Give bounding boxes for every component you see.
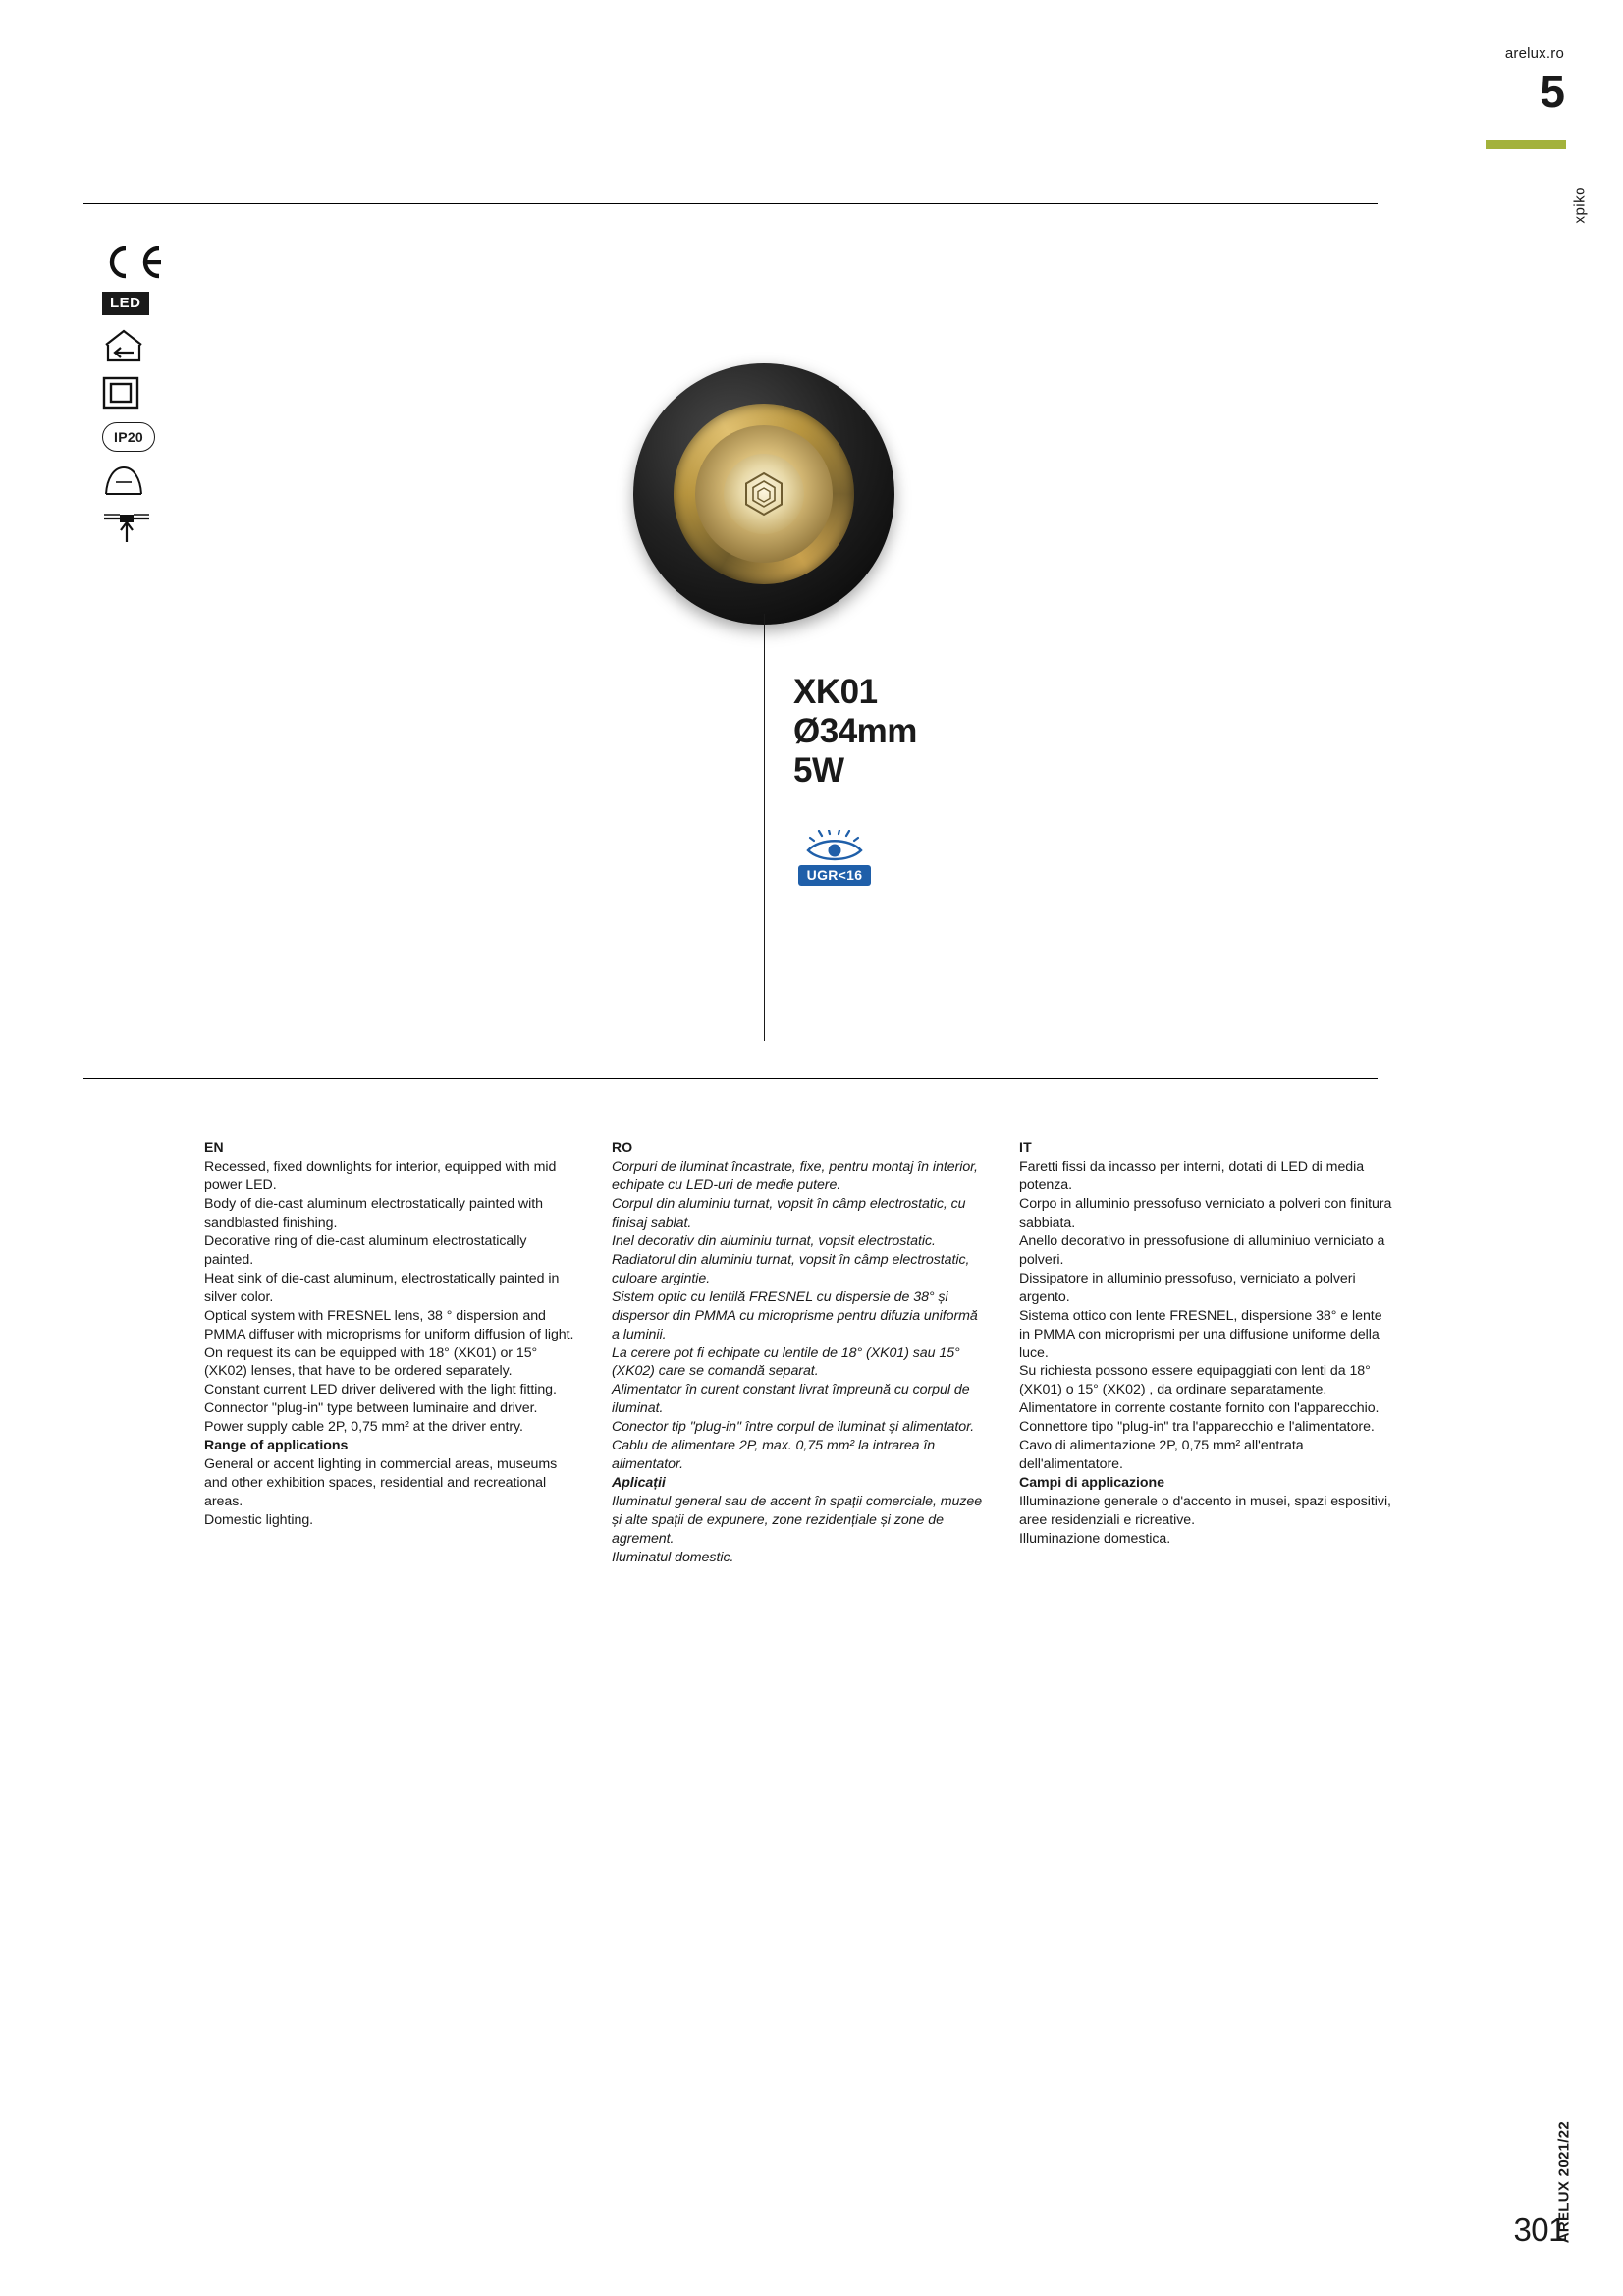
paragraph: Power supply cable 2P, 0,75 mm² at the driver entry. bbox=[204, 1419, 523, 1436]
paragraph: Corpo in alluminio pressofuso verniciato a polveri con finitura sabbiata. bbox=[1019, 1195, 1392, 1230]
paragraph: Constant current LED driver delivered with the light fitting. bbox=[204, 1382, 557, 1398]
paragraph: Illuminazione generale o d'accento in musei, spazi espositivi, aree residenziali e ricreative. bbox=[1019, 1494, 1391, 1529]
indoor-use-icon bbox=[102, 328, 181, 363]
paragraph: Anello decorativo in pressofusione di alluminiuo verniciato a polveri. bbox=[1019, 1232, 1385, 1268]
paragraph: Radiatorul din aluminiu turnat, vopsit în câmp electrostatic, culoare argintie. bbox=[612, 1251, 970, 1286]
language-code-it: IT bbox=[1019, 1139, 1032, 1155]
paragraph: Body of die-cast aluminum electrostatically painted with sandblasted finishing. bbox=[204, 1195, 543, 1230]
paragraph: Iluminatul domestic. bbox=[612, 1550, 734, 1566]
paragraph: Recessed, fixed downlights for interior, equipped with mid power LED. bbox=[204, 1159, 557, 1193]
description-column-ro bbox=[612, 1139, 1019, 1567]
paragraph: Faretti fissi da incasso per interni, dotati di LED di media potenza. bbox=[1019, 1159, 1365, 1193]
paragraph: Heat sink of die-cast aluminum, electrostatically painted in silver color. bbox=[204, 1270, 560, 1305]
paragraph: Sistema ottico con lente FRESNEL, dispersione 38° e lente in PMMA con microprismi per una diffusione uniforme della luce. bbox=[1019, 1307, 1382, 1361]
paragraph: Alimentatore in corrente costante fornito con l'apparecchio. bbox=[1019, 1400, 1380, 1417]
subsection-heading: Campi di applicazione bbox=[1019, 1475, 1164, 1492]
paragraph: On request its can be equipped with 18° (XK01) or 15° (XK02) lenses, that have to be ordered separately. bbox=[204, 1344, 538, 1380]
language-code-en: EN bbox=[204, 1139, 224, 1155]
language-code-ro: RO bbox=[612, 1139, 633, 1155]
paragraph: La cerere pot fi echipate cu lentile de 18° (XK01) sau 15° (XK02) care se comandă separat. bbox=[612, 1344, 960, 1380]
paragraph: Corpuri de iluminat încastrate, fixe, pentru montaj în interior, echipate cu LED-uri de medie putere. bbox=[612, 1159, 978, 1193]
section-tab-label: xpiko bbox=[1572, 187, 1589, 224]
subsection-heading: Aplicații bbox=[612, 1475, 666, 1492]
paragraph: Corpul din aluminiu turnat, vopsit în câmp electrostatic, cu finisaj sablat. bbox=[612, 1195, 966, 1230]
ip-rating-icon bbox=[102, 422, 181, 452]
paragraph: Connettore tipo "plug-in" tra l'apparecchio e l'alimentatore. bbox=[1019, 1419, 1375, 1436]
chapter-number: 5 bbox=[1540, 66, 1564, 117]
paragraph: Su richiesta possono essere equipaggiati con lenti da 18° (XK01) o 15° (XK02) , da ordinare separatamente. bbox=[1019, 1363, 1371, 1398]
paragraph: Inel decorativ din aluminiu turnat, vopsit electrostatic. bbox=[612, 1232, 936, 1249]
ugr-value-label: UGR<16 bbox=[798, 865, 872, 886]
product-title bbox=[793, 673, 917, 791]
top-divider bbox=[83, 203, 1378, 204]
paragraph: General or accent lighting in commercial areas, museums and other exhibition spaces, residential and recreational areas. bbox=[204, 1456, 558, 1510]
ip-rating-label: IP20 bbox=[102, 422, 155, 452]
paragraph: Domestic lighting. bbox=[204, 1512, 314, 1529]
site-url: arelux.ro bbox=[1504, 45, 1564, 62]
paragraph: Optical system with FRESNEL lens, 38 ° dispersion and PMMA diffuser with microprisms for uniform diffusion of light. bbox=[204, 1307, 574, 1342]
paragraph: Sistem optic cu lentilă FRESNEL cu dispersie de 38° și dispersor din PMMA cu microprisme pentru difuzia uniformă a luminii. bbox=[612, 1288, 978, 1342]
product-image bbox=[633, 363, 908, 638]
description-column-it bbox=[1019, 1139, 1392, 1567]
lamp-microprism-pattern bbox=[739, 469, 788, 519]
callout-leader-line bbox=[764, 614, 765, 1041]
description-column-en bbox=[204, 1139, 612, 1567]
page-number: 301 bbox=[1513, 2212, 1566, 2248]
class-ii-icon bbox=[102, 376, 181, 410]
recessed-mounting-icon bbox=[102, 511, 181, 546]
description-columns bbox=[204, 1139, 1392, 1567]
paragraph: Cablu de alimentare 2P, max. 0,75 mm² la intrarea în alimentator. bbox=[612, 1438, 936, 1473]
led-icon bbox=[102, 292, 181, 315]
led-badge-label: LED bbox=[102, 292, 149, 315]
subsection-heading: Range of applications bbox=[204, 1438, 349, 1454]
paragraph: Iluminatul general sau de accent în spații comerciale, muzee și alte spații de expunere, zone rezidențiale și zone de agrement. bbox=[612, 1494, 983, 1548]
paragraph: Cavo di alimentazione 2P, 0,75 mm² all'entrata dell'alimentatore. bbox=[1019, 1438, 1304, 1473]
eye-icon bbox=[800, 830, 869, 863]
ugr-badge bbox=[790, 830, 879, 886]
paragraph: Alimentator în curent constant livrat împreună cu corpul de iluminat. bbox=[612, 1382, 970, 1417]
paragraph: Illuminazione domestica. bbox=[1019, 1531, 1171, 1548]
product-power: 5W bbox=[793, 750, 844, 790]
icon-column bbox=[102, 246, 181, 559]
catalog-label: ARELUX 2021/22 bbox=[1555, 2121, 1572, 2244]
paragraph: Conector tip "plug-in" între corpul de iluminat și alimentator. bbox=[612, 1419, 975, 1436]
paragraph: Decorative ring of die-cast aluminum electrostatically painted. bbox=[204, 1232, 527, 1268]
paragraph: Connector "plug-in" type between luminaire and driver. bbox=[204, 1400, 538, 1417]
accent-bar bbox=[1486, 140, 1566, 149]
ce-mark-icon bbox=[102, 246, 181, 279]
beam-angle-icon bbox=[102, 465, 181, 498]
paragraph: Dissipatore in alluminio pressofuso, verniciato a polveri argento. bbox=[1019, 1270, 1356, 1305]
mid-divider bbox=[83, 1078, 1378, 1079]
product-code: XK01 bbox=[793, 673, 878, 711]
product-diameter: Ø34mm bbox=[793, 711, 917, 750]
